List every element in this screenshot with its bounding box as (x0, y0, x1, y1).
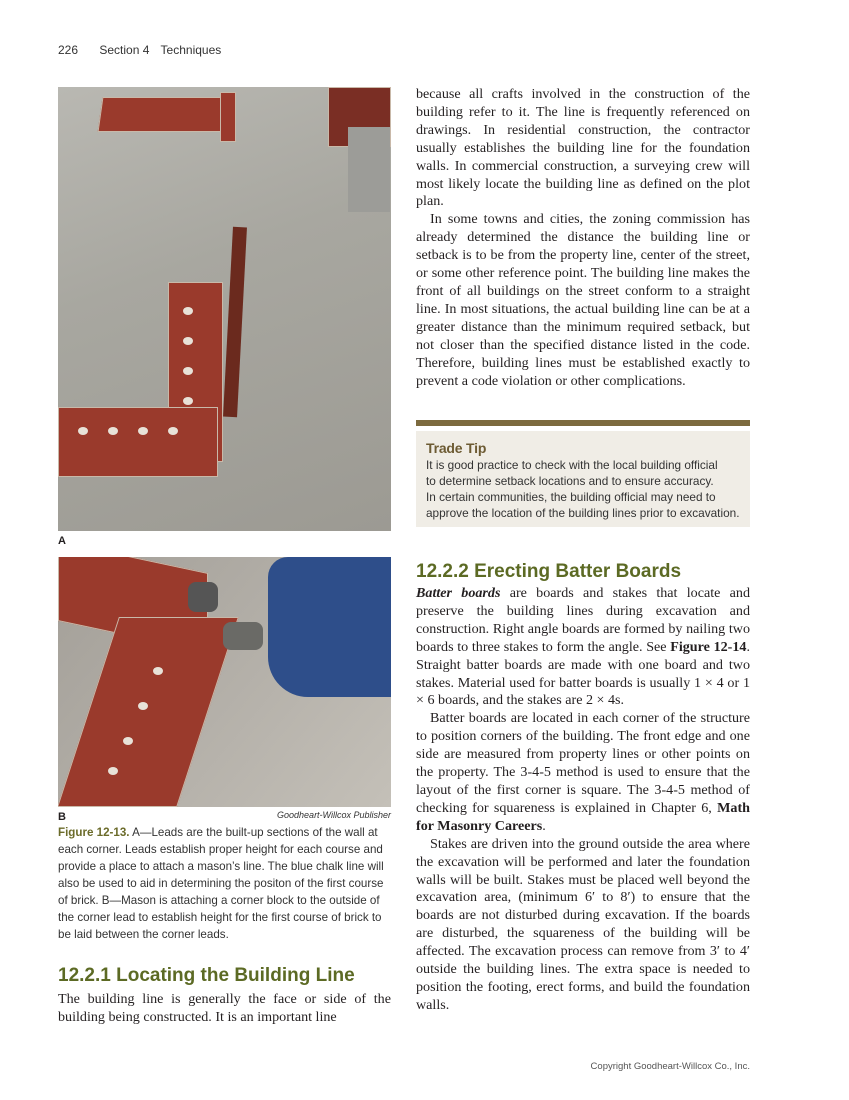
text-run: . (542, 817, 546, 834)
photo-b-label: B (58, 811, 66, 823)
paragraph (416, 836, 750, 1015)
caption-label: Figure 12-13. (58, 826, 130, 839)
trade-tip-line: In certain communities, the building official may need to (426, 490, 716, 504)
right-column-text-top (416, 86, 750, 390)
running-header (58, 43, 239, 57)
paragraph: The building line is generally the face or side of the building being constructed. It is an important line (58, 991, 391, 1025)
photo-a-corner-leads (58, 87, 391, 531)
trade-tip-box (416, 420, 750, 527)
section-number: Section 4 (99, 43, 150, 57)
trade-tip-line: to determine setback locations and to ensure accuracy. (426, 474, 714, 488)
heading-erecting-batter-boards: 12.2.2 Erecting Batter Boards (416, 561, 682, 582)
trade-tip-rule (416, 420, 750, 426)
photo-b-mason-attaching-corner-block (58, 557, 391, 807)
section-title: Techniques (160, 43, 222, 57)
paragraph (416, 585, 750, 710)
copyright-footer: Copyright Goodheart-Willcox Co., Inc. (590, 1061, 750, 1072)
paragraph (416, 86, 750, 211)
left-column-text (58, 991, 391, 1027)
trade-tip-line: It is good practice to check with the local building official (426, 458, 718, 472)
bold-term: Batter boards (416, 585, 501, 601)
photo-credit: Goodheart-Willcox Publisher (277, 810, 391, 820)
figure-caption (58, 824, 394, 943)
caption-text: A—Leads are the built-up sections of the wall at each corner. Leads establish proper height for each course and provide a place to attach a mason’s line. The blue chalk line will also be used to aid in determining the positon of the first course of brick. B—Mason is attaching a corner block to the outside of the corner lead to establish height for the first course of brick to be laid between the corner leads. (58, 826, 384, 941)
page-number: 226 (58, 43, 79, 57)
paragraph (416, 710, 750, 835)
paragraph (416, 211, 750, 390)
text-run: are boards and stakes that locate and preserve the building lines during excavation and construction. Right angle boards are formed by nailing two boards to three stakes to form the angle. See (416, 585, 750, 655)
right-column-text-bottom (416, 585, 750, 1015)
text-run: Stakes are driven into the ground outside the area where the excavation will be performed and later the foundation walls will be built. Stakes must be placed well beyond the excavation area, (minimum 6′ to 8′) to ensure that the boards are not disturbed during excavation. If the boards are disturbed, the squareness of the building will be affected. The excavation process can remove from 3′ to 4′ outside the building lines. The extra space is needed to position the footing, erect forms, and build the foundation walls. (416, 835, 750, 1013)
trade-tip-line: approve the location of the building lines prior to excavation. (426, 506, 740, 520)
bold-term: Math for Masonry Careers (416, 799, 750, 834)
photo-a-label: A (58, 535, 66, 547)
text-run: Batter boards are located in each corner of the structure to position corners of the building. The front edge and one side are measured from property lines or other points on the property. The 3-4-5 method is used to ensure that the layout of the first corner is square. The 3-4-5 method of checking for squareness is explained in Chapter 6, (416, 710, 750, 816)
text-run: . Straight batter boards are made with one board and two stakes. Material used for batter boards is usually 1 × 4 or 1 × 6 boards, and the stakes are 2 × 4s. (416, 638, 750, 709)
heading-locating-building-line: 12.2.1 Locating the Building Line (58, 965, 355, 986)
trade-tip-title: Trade Tip (426, 440, 487, 456)
bold-term: Figure 12-14 (670, 638, 747, 655)
text-run: In some towns and cities, the zoning commission has already determined the distance the building line or setback is to be from the property line, center of the street, or some other reference point. The building line makes the front of all buildings on the street conform to a straight line. In most situations, the actual building line can be at a greater distance than the minimum required setback, but not closer than the specified distance listed in the code. Therefore, building lines must be established exactly to prevent a code violation or other complications. (416, 211, 750, 389)
text-run: because all crafts involved in the construction of the building refer to it. The line is frequently referenced on drawings. In residential construction, the contractor usually establishes the building line for the foundation walls. In commercial construction, a surveying crew will most likely locate the building line as defined on the plot plan. (416, 86, 750, 210)
